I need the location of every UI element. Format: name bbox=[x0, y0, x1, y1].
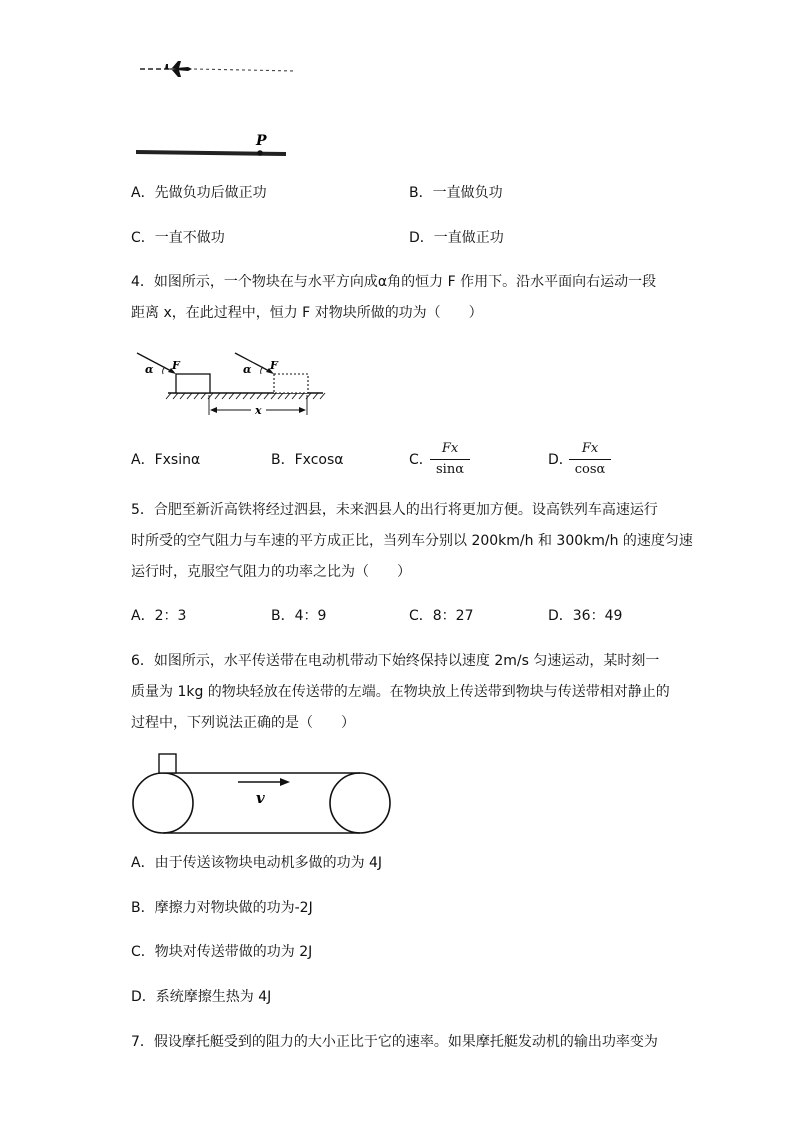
q5-question-line2: 时所受的空气阻力与车速的平方成正比，当列车分别以 200km/h 和 300km/h 的速度匀速 bbox=[131, 533, 693, 549]
force-label-initial: F bbox=[172, 359, 180, 372]
q4-option-c-denominator: sinα bbox=[436, 462, 464, 477]
point-p-label: P bbox=[256, 133, 267, 149]
q6-question-line1: 6．如图所示，水平传送带在电动机带动下始终保持以速度 2m/s 匀速运动，某时刻一 bbox=[131, 653, 660, 669]
velocity-label: v bbox=[256, 789, 265, 807]
q4-question-line2: 距离 x，在此过程中，恒力 F 对物块所做的功为（ ） bbox=[131, 305, 483, 321]
right-pulley bbox=[330, 773, 390, 833]
point-p-dot bbox=[257, 150, 263, 156]
q4-figure bbox=[135, 345, 330, 420]
ground-line bbox=[136, 152, 286, 154]
q3-option-b: B．一直做负功 bbox=[409, 185, 503, 201]
q6-option-b: B．摩擦力对物块做的功为-2J bbox=[131, 900, 313, 916]
block-on-belt bbox=[159, 754, 176, 773]
left-pulley bbox=[133, 773, 193, 833]
q5-question-line1: 5．合肥至新沂高铁将经过泗县，未来泗县人的出行将更加方便。设高铁列车高速运行 bbox=[131, 502, 658, 518]
q5-option-c: C．8：27 bbox=[409, 608, 474, 624]
q4-option-d-fraction bbox=[569, 440, 611, 479]
q5-option-a: A．2：3 bbox=[131, 608, 187, 624]
distance-label: x bbox=[255, 404, 262, 417]
floor-hatching bbox=[166, 393, 325, 399]
q4-option-c-numerator: Fx bbox=[441, 441, 459, 456]
block-initial bbox=[176, 374, 210, 393]
q4-option-a: A．Fxsinα bbox=[131, 452, 201, 468]
q4-option-d-numerator: Fx bbox=[581, 441, 599, 456]
q4-option-d-prefix: D． bbox=[548, 452, 573, 468]
q5-option-d: D．36：49 bbox=[548, 608, 623, 624]
force-arrow-initial bbox=[137, 353, 176, 374]
angle-label-final: α bbox=[243, 363, 252, 376]
q4-question-line1: 4．如图所示，一个物块在与水平方向成α角的恒力 F 作用下。沿水平面向右运动一段 bbox=[131, 274, 657, 290]
q4-option-c-prefix: C． bbox=[409, 452, 433, 468]
q4-option-c-fraction bbox=[430, 440, 470, 479]
q6-option-d: D．系统摩擦生热为 4J bbox=[131, 989, 272, 1005]
q4-option-b: B．Fxcosα bbox=[271, 452, 344, 468]
angle-label-initial: α bbox=[145, 363, 154, 376]
force-label-final: F bbox=[270, 359, 278, 372]
q6-question-line2: 质量为 1kg 的物块轻放在传送带的左端。在物块放上传送带到物块与传送带相对静止的 bbox=[131, 684, 670, 700]
q3-option-d: D．一直做正功 bbox=[409, 230, 504, 246]
q3-figure bbox=[130, 55, 305, 165]
q6-option-c: C．物块对传送带做的功为 2J bbox=[131, 944, 313, 960]
flight-path-right bbox=[194, 69, 295, 71]
q5-option-b: B．4：9 bbox=[271, 608, 327, 624]
velocity-arrow bbox=[238, 778, 290, 786]
q3-option-a: A．先做负功后做正功 bbox=[131, 185, 267, 201]
q6-option-a: A．由于传送该物块电动机多做的功为 4J bbox=[131, 855, 383, 871]
q7-question-line1: 7．假设摩托艇受到的阻力的大小正比于它的速率。如果摩托艇发动机的输出功率变为 bbox=[131, 1034, 658, 1050]
q4-option-d-denominator: cosα bbox=[574, 462, 606, 477]
q6-figure bbox=[130, 750, 395, 838]
q6-question-line3: 过程中，下列说法正确的是（ ） bbox=[131, 715, 355, 731]
block-final bbox=[274, 374, 308, 393]
airplane-icon bbox=[164, 61, 192, 77]
q3-option-c: C．一直不做功 bbox=[131, 230, 225, 246]
force-arrow-final bbox=[235, 353, 274, 374]
q5-question-line3: 运行时，克服空气阻力的功率之比为（ ） bbox=[131, 564, 411, 580]
